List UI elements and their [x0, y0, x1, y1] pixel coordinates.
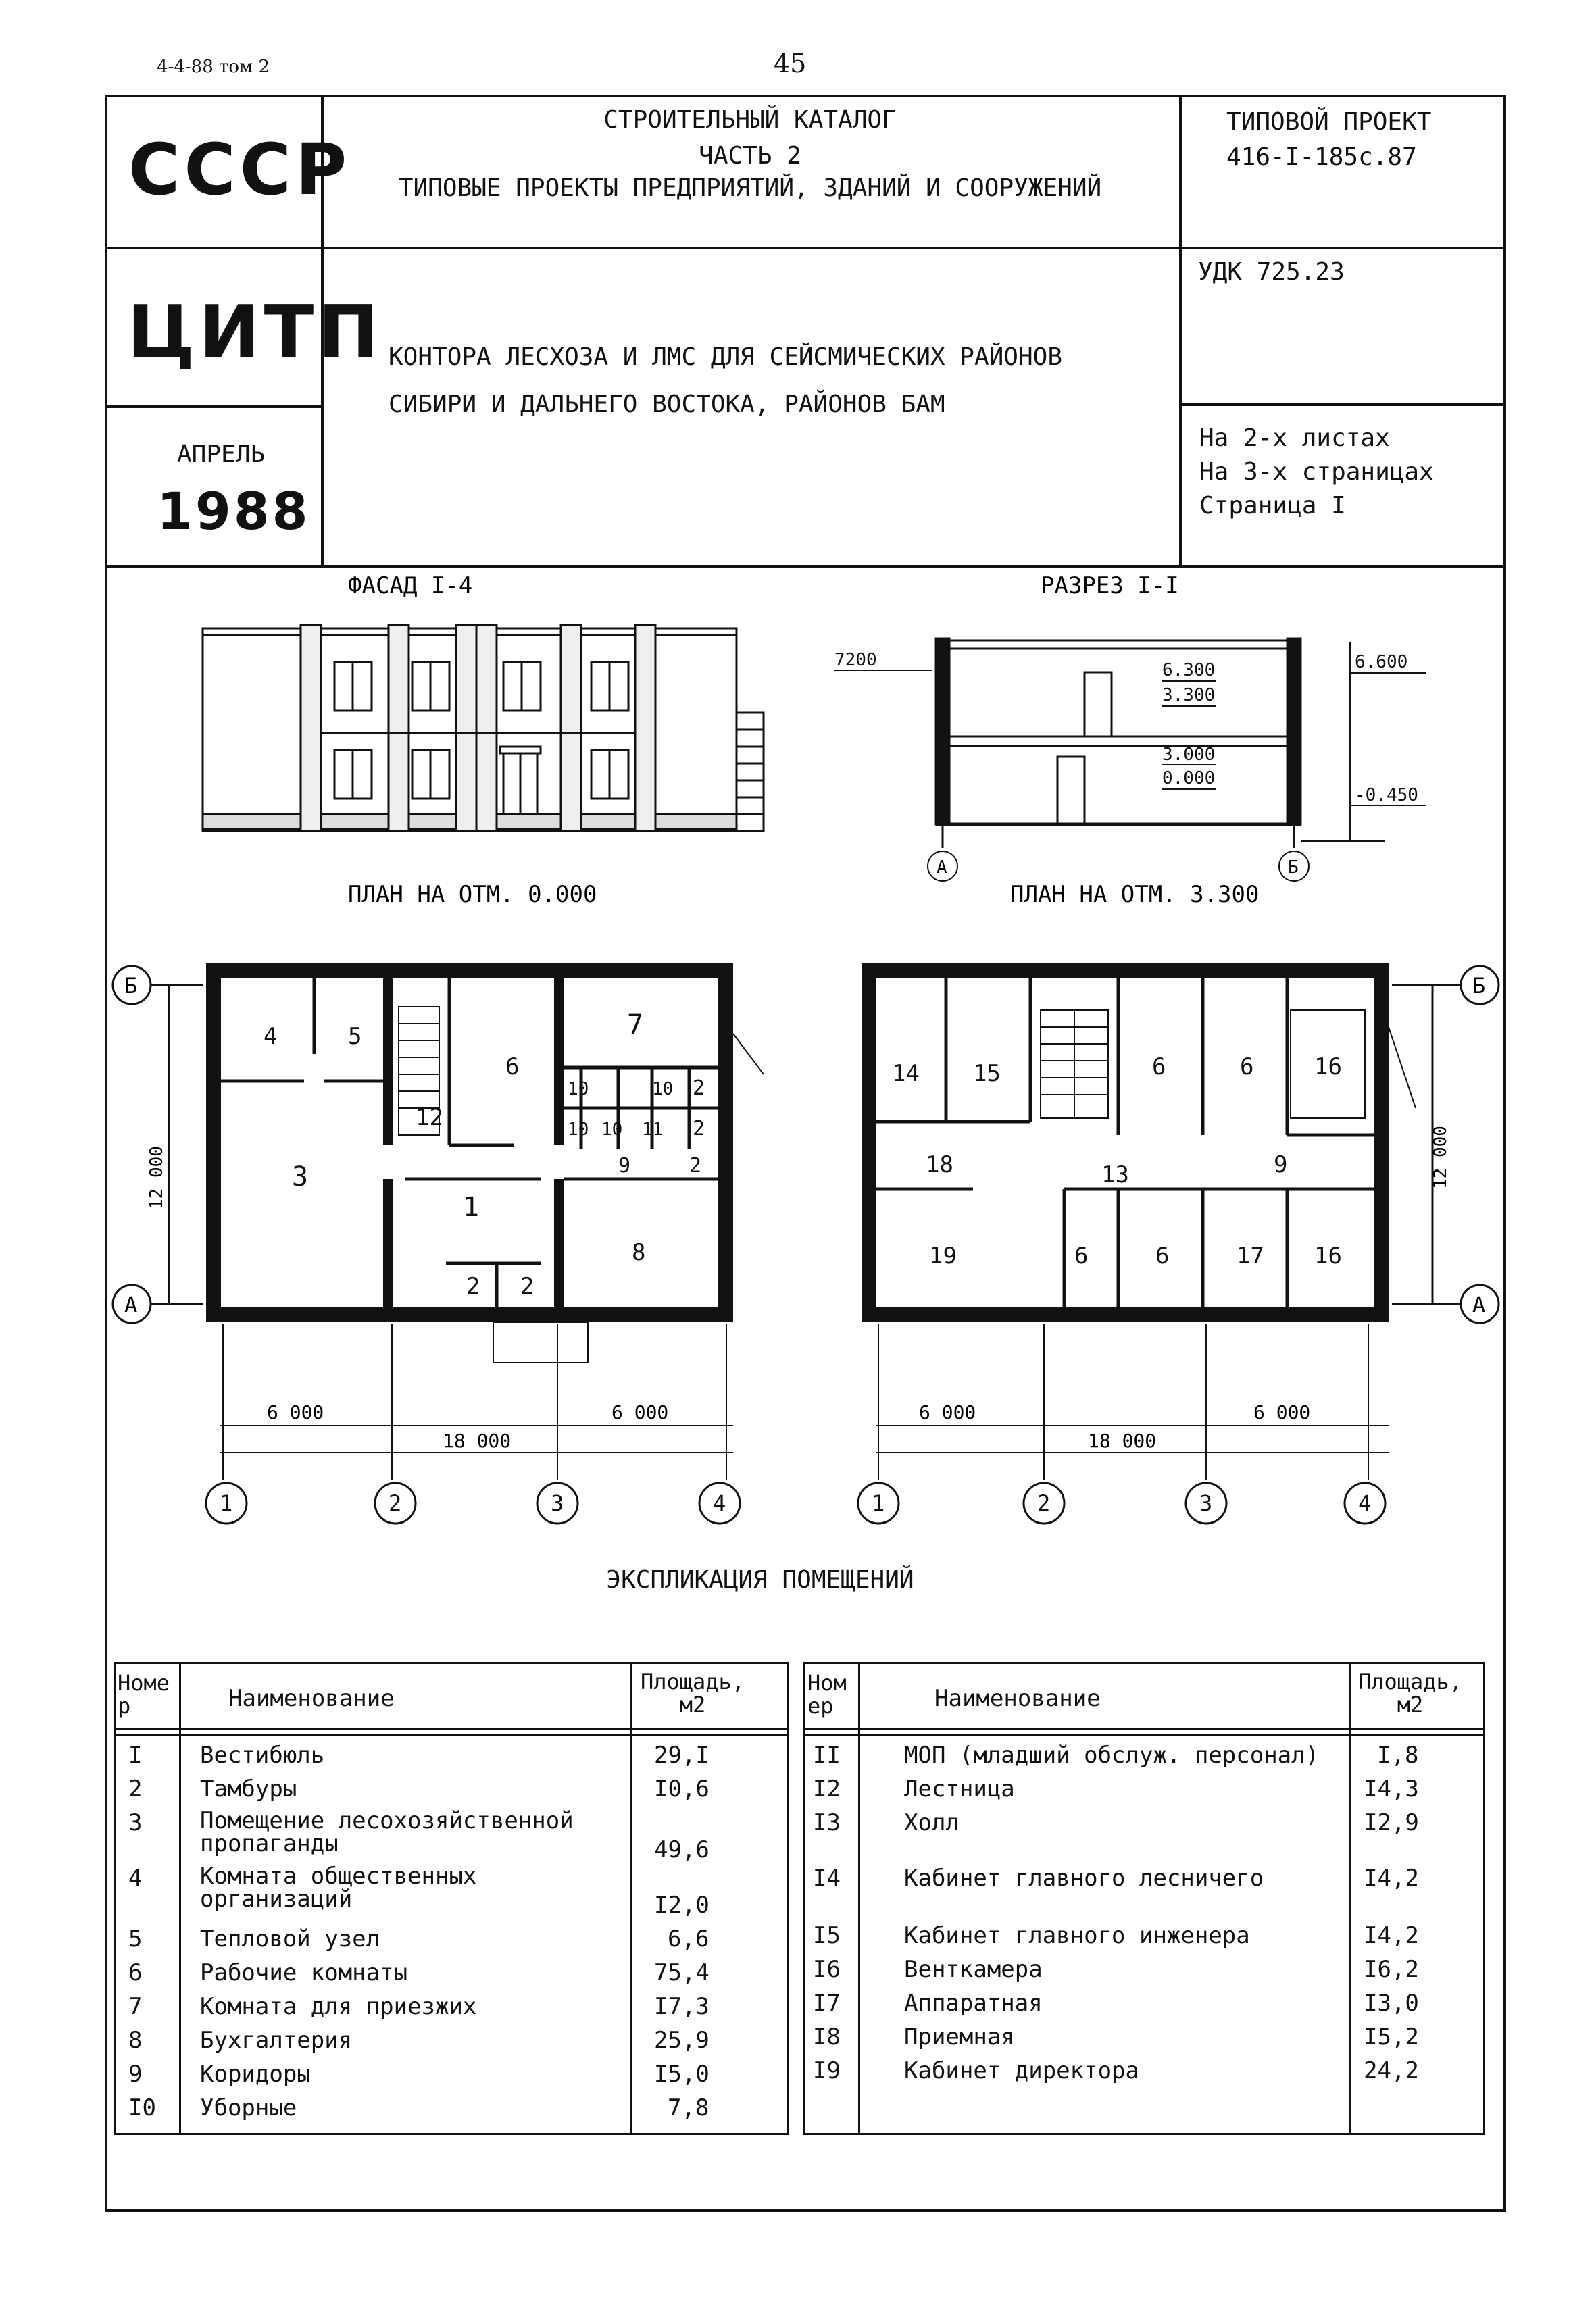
room-15: 15 — [973, 1060, 1001, 1087]
plan1-dim-total: 18 000 — [443, 1430, 512, 1452]
left-row-7-number: 7 — [128, 1993, 143, 2020]
catalog-line-1: СТРОИТЕЛЬНЫЙ КАТАЛОГ — [603, 106, 897, 134]
plan2-dim-left: 6 000 — [919, 1401, 976, 1424]
room-6b: 6 — [1240, 1053, 1254, 1080]
plan1-title: ПЛАН НА ОТМ. 0.000 — [348, 881, 597, 908]
left-row-4-area: I2,0 — [654, 1892, 709, 1919]
room-19: 19 — [929, 1242, 957, 1269]
left-row-1-area: 29,I — [654, 1742, 709, 1769]
room-6d: 6 — [1155, 1242, 1170, 1269]
doc-reference: 4-4-88 том 2 — [157, 57, 270, 77]
left-row-7-name: Комната для приезжих — [200, 1993, 477, 2020]
header-area-right: Площадь, м2 — [1357, 1669, 1463, 1717]
axis-4-right: 4 — [1358, 1490, 1372, 1516]
left-row-2-number: 2 — [128, 1776, 143, 1803]
table-right-col-line-2 — [1349, 1662, 1351, 2135]
right-row-4-area: I4,2 — [1364, 1865, 1419, 1892]
room-6c: 6 — [1074, 1242, 1089, 1269]
left-row-6-name: Рабочие комнаты — [200, 1959, 408, 1986]
mark-6600: 6.600 — [1355, 652, 1408, 672]
plan-dimension-lines — [220, 1324, 1389, 1480]
section-drawing — [936, 638, 1301, 848]
right-row-8-number: I8 — [813, 2023, 841, 2051]
left-row-4-number: 4 — [128, 1865, 143, 1892]
room-10a: 10 — [568, 1079, 589, 1099]
plan2-stair — [1041, 1010, 1416, 1118]
right-row-2-area: I4,3 — [1364, 1776, 1419, 1803]
mark-7200: 7200 — [834, 650, 877, 670]
header-area-left: Площадь, м2 — [640, 1669, 745, 1717]
mark-0000: 0.000 — [1162, 768, 1216, 788]
issue-month: АПРЕЛЬ — [177, 441, 266, 468]
axis-3-left: 3 — [551, 1490, 564, 1516]
left-row-1-name: Вестибюль — [200, 1742, 325, 1769]
room-2b: 2 — [693, 1117, 705, 1140]
right-row-5-area: I4,2 — [1364, 1922, 1419, 1949]
left-row-8-area: 25,9 — [654, 2027, 709, 2054]
room-9-upper: 9 — [1274, 1151, 1288, 1178]
room-12: 12 — [416, 1104, 443, 1131]
header-number-right: Номер — [807, 1670, 847, 1719]
room-10d: 10 — [601, 1120, 623, 1140]
explication-title: ЭКСПЛИКАЦИЯ ПОМЕЩЕНИЙ — [606, 1566, 914, 1594]
room-2c: 2 — [689, 1154, 702, 1178]
room-7: 7 — [627, 1009, 644, 1040]
plan-axis-a-left: А — [124, 1292, 138, 1317]
room-18: 18 — [926, 1151, 953, 1178]
left-row-2-name: Тамбуры — [200, 1776, 297, 1803]
section-title: РАЗРЕЗ I-I — [1041, 572, 1179, 599]
axis-4-left: 4 — [713, 1490, 726, 1516]
axis-1-right: 1 — [872, 1490, 885, 1516]
plan-axis-b-right: Б — [1472, 973, 1486, 999]
section-axis-a: А — [937, 857, 947, 878]
right-row-8-name: Приемная — [904, 2023, 1015, 2051]
plan2-height-dim: 12 000 — [1430, 1126, 1451, 1189]
right-row-9-area: 24,2 — [1364, 2057, 1419, 2084]
right-row-6-name: Венткамера — [904, 1956, 1043, 1983]
section-axis-b: Б — [1288, 857, 1299, 878]
right-row-5-name: Кабинет главного инженера — [904, 1922, 1250, 1949]
plan1-dim-left: 6 000 — [267, 1401, 324, 1424]
right-row-2-name: Лестница — [904, 1776, 1015, 1803]
left-row-8-name: Бухгалтерия — [200, 2027, 353, 2054]
left-row-9-area: I5,0 — [654, 2061, 709, 2088]
left-row-5-number: 5 — [128, 1926, 143, 1953]
plan-axis-b-left: Б — [124, 973, 138, 999]
right-row-1-name: МОП (младший обслуж. персонал) — [904, 1742, 1320, 1769]
left-row-10-number: I0 — [128, 2094, 156, 2121]
room-9: 9 — [618, 1154, 631, 1178]
room-10b: 10 — [568, 1120, 589, 1140]
plan1-dim-right: 6 000 — [612, 1401, 669, 1424]
room-13: 13 — [1101, 1161, 1129, 1188]
project-title-line-1: КОНТОРА ЛЕСХОЗА И ЛМС ДЛЯ СЕЙСМИЧЕСКИХ РАЙОНОВ — [389, 343, 1062, 371]
catalog-line-3: ТИПОВЫЕ ПРОЕКТЫ ПРЕДПРИЯТИЙ, ЗДАНИЙ И СООРУЖЕНИЙ — [398, 174, 1102, 202]
left-row-6-number: 6 — [128, 1959, 143, 1986]
room-1: 1 — [463, 1192, 480, 1223]
right-row-6-area: I6,2 — [1364, 1956, 1419, 1983]
plan2-dim-total: 18 000 — [1088, 1430, 1157, 1452]
table-left-header-line — [114, 1728, 789, 1730]
sheets-line-1: На 2-х листах — [1199, 424, 1390, 452]
header-name-left: Наименование — [228, 1685, 395, 1712]
room-16a: 16 — [1314, 1053, 1342, 1080]
facade-title: ФАСАД I-4 — [348, 572, 473, 599]
room-4: 4 — [264, 1023, 278, 1050]
left-row-5-area: 6,6 — [668, 1926, 709, 1953]
plan2-title: ПЛАН НА ОТМ. 3.300 — [1010, 881, 1260, 908]
plan1-height-dim: 12 000 — [147, 1146, 167, 1209]
table-right-col-line-1 — [858, 1662, 860, 2135]
right-row-7-area: I3,0 — [1364, 1990, 1419, 2017]
room-10c: 10 — [652, 1079, 674, 1099]
project-title-line-2: СИБИРИ И ДАЛЬНЕГО ВОСТОКА, РАЙОНОВ БАМ — [389, 391, 945, 418]
facade-elevation — [203, 625, 764, 831]
plan-axis-a-right: А — [1472, 1292, 1486, 1317]
section-axis-bubbles — [928, 851, 1309, 881]
axis-1-left: 1 — [220, 1490, 233, 1516]
mark-minus-0450: -0.450 — [1355, 785, 1418, 805]
right-row-3-name: Холл — [904, 1809, 959, 1836]
left-row-3-number: 3 — [128, 1809, 143, 1836]
left-row-5-name: Тепловой узел — [200, 1926, 380, 1953]
room-6a: 6 — [1152, 1053, 1166, 1080]
left-row-9-number: 9 — [128, 2061, 143, 2088]
table-left-header-line-2 — [114, 1734, 789, 1736]
plan2-dim-right: 6 000 — [1253, 1401, 1311, 1424]
room-2e: 2 — [520, 1273, 534, 1300]
right-row-3-number: I3 — [813, 1809, 841, 1836]
room-5: 5 — [348, 1023, 362, 1050]
catalog-line-2: ЧАСТЬ 2 — [699, 142, 801, 170]
right-row-2-number: I2 — [813, 1776, 841, 1803]
header-name-right: Наименование — [934, 1685, 1101, 1712]
table-left-col-line-1 — [179, 1662, 181, 2135]
right-row-8-area: I5,2 — [1364, 2023, 1419, 2051]
mark-6300: 6.300 — [1162, 660, 1216, 680]
room-2a: 2 — [693, 1076, 705, 1100]
right-row-1-number: II — [813, 1742, 841, 1769]
left-row-6-area: 75,4 — [654, 1959, 709, 1986]
right-row-6-number: I6 — [813, 1956, 841, 1983]
axis-3-right: 3 — [1199, 1490, 1213, 1516]
right-row-4-number: I4 — [813, 1865, 841, 1892]
room-16b: 16 — [1314, 1242, 1342, 1269]
room-14: 14 — [892, 1060, 920, 1087]
room-17: 17 — [1237, 1242, 1264, 1269]
plan-axis-numbers — [220, 1490, 1371, 1516]
right-row-4-name: Кабинет главного лесничего — [904, 1865, 1264, 1892]
left-row-3-name: Помещение лесохозяйственной пропаганды — [200, 1807, 574, 1857]
right-row-7-number: I7 — [813, 1990, 841, 2017]
table-right-header-line-2 — [803, 1734, 1485, 1736]
explication-table — [114, 1662, 1485, 2135]
plan1-walls — [206, 963, 733, 1322]
issue-year: 1988 — [157, 481, 311, 541]
page-number: 45 — [774, 49, 807, 78]
udk-code: УДК 725.23 — [1198, 258, 1345, 286]
left-row-7-area: I7,3 — [654, 1993, 709, 2020]
org-ussr: СССР — [128, 128, 351, 211]
table-left-col-line-2 — [630, 1662, 632, 2135]
room-11: 11 — [642, 1120, 664, 1140]
right-row-5-number: I5 — [813, 1922, 841, 1949]
right-row-9-number: I9 — [813, 2057, 841, 2084]
mark-3300: 3.300 — [1162, 685, 1216, 705]
left-row-10-area: 7,8 — [668, 2094, 709, 2121]
room-2d: 2 — [466, 1273, 480, 1300]
room-6: 6 — [505, 1053, 520, 1080]
header-number-left: Номер — [118, 1670, 170, 1719]
right-row-1-area: I,8 — [1377, 1742, 1419, 1769]
project-label: ТИПОВОЙ ПРОЕКТ — [1226, 108, 1432, 136]
room-8: 8 — [632, 1239, 646, 1266]
left-row-1-number: I — [128, 1742, 143, 1769]
section-elevation-marks — [834, 642, 1426, 841]
mark-3000: 3.000 — [1162, 745, 1216, 765]
project-code: 416-I-185с.87 — [1226, 143, 1417, 171]
room-3: 3 — [292, 1161, 309, 1192]
left-row-9-name: Коридоры — [200, 2061, 311, 2088]
right-row-3-area: I2,9 — [1364, 1809, 1419, 1836]
axis-2-left: 2 — [389, 1490, 402, 1516]
sheets-line-3: Страница I — [1199, 492, 1346, 520]
left-row-2-area: I0,6 — [654, 1776, 709, 1803]
table-right-header-line — [803, 1728, 1485, 1730]
right-row-7-name: Аппаратная — [904, 1990, 1043, 2017]
org-citp: ЦИТП — [127, 291, 383, 375]
left-row-4-name: Комната общественных организаций — [200, 1863, 477, 1913]
left-row-8-number: 8 — [128, 2027, 143, 2054]
right-row-9-name: Кабинет директора — [904, 2057, 1139, 2084]
sheets-line-2: На 3-х страницах — [1199, 458, 1434, 486]
plan1-room-numbers — [264, 1009, 705, 1300]
left-row-3-area: 49,6 — [654, 1836, 709, 1863]
left-row-10-name: Уборные — [200, 2094, 297, 2121]
axis-2-right: 2 — [1037, 1490, 1051, 1516]
